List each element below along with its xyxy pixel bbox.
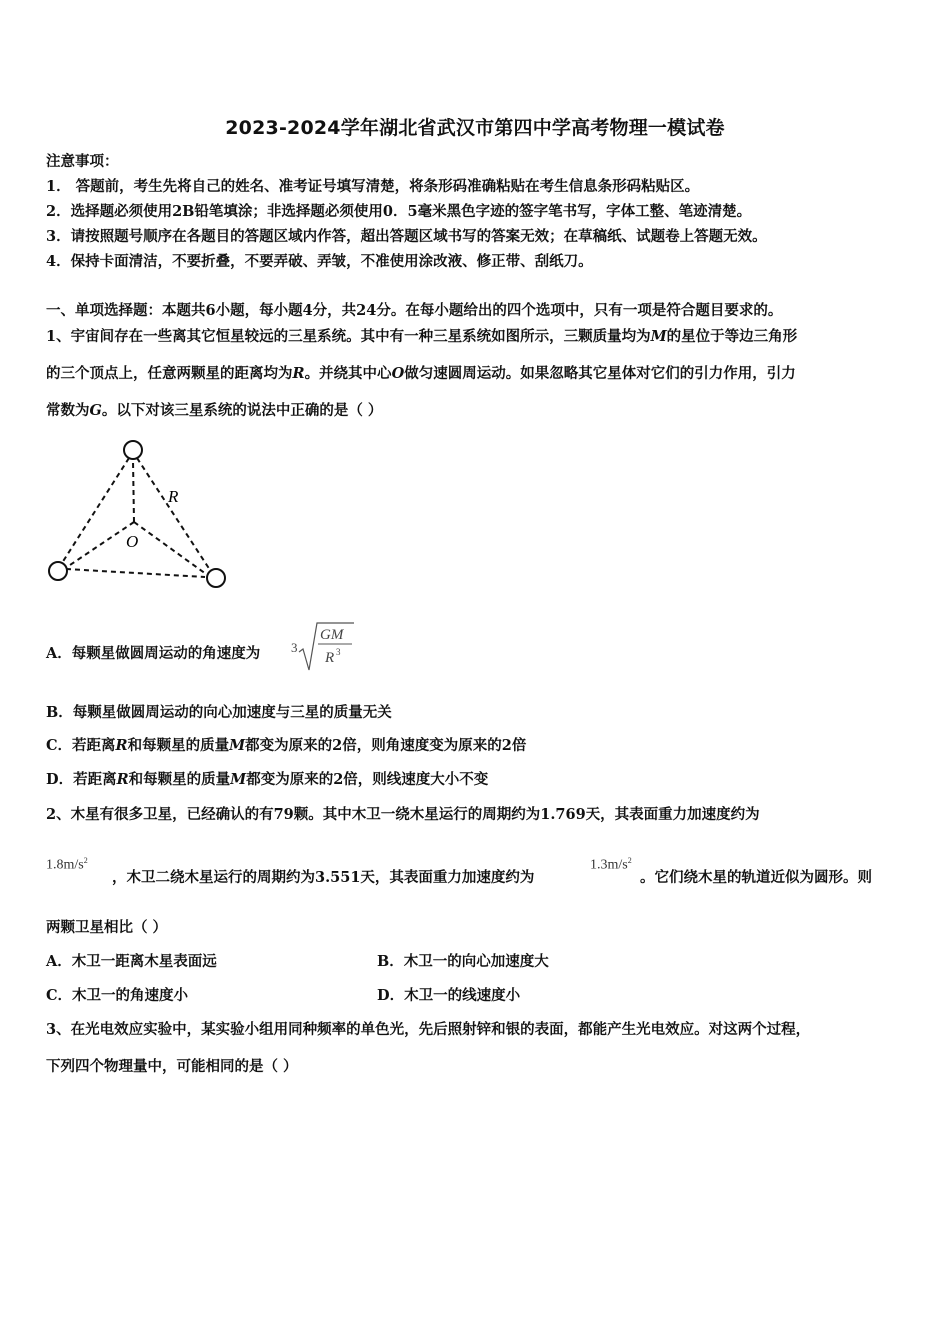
q2-line-2b: 。它们绕木星的轨道近似为圆形。则	[640, 869, 872, 886]
star-left	[49, 562, 67, 580]
var-m: M	[650, 328, 667, 345]
root-index: 3	[291, 640, 298, 655]
three-star-figure	[40, 430, 240, 595]
center-to-top	[133, 460, 134, 522]
q1-option-a: A．每颗星做圆周运动的角速度为	[46, 645, 261, 662]
notice-item-4: 4．保持卡面清洁，不要折叠，不要弄破、弄皱，不准使用涂改液、修正带、刮纸刀。	[46, 253, 593, 270]
q2-option-a: A．木卫一距离木星表面远	[46, 953, 217, 970]
var-o: O	[391, 365, 405, 382]
q2-line-1: 2、木星有很多卫星，已经确认的有79颗。其中木卫一绕木星运行的周期约为1.769天，其表面重力加速度约为	[46, 806, 760, 823]
center-to-left	[67, 522, 134, 567]
fraction-denominator: R	[325, 650, 335, 666]
q2-gravity-1: $1.8m/s^2$	[46, 856, 88, 873]
q1-option-c: C．若距离R和每颗星的质量M都变为原来的2倍，则角速度变为原来的2倍	[46, 737, 527, 754]
q1-line-1: 1、宇宙间存在一些离其它恒星较远的三星系统。其中有一种三星系统如图所示，三颗质量均为M的星位于等边三角形	[46, 328, 798, 345]
notice-item-2: 2．选择题必须使用2B铅笔填涂；非选择题必须使用0．5毫米黑色字迹的签字笔书写，字体工整、笔迹清楚。	[46, 203, 752, 220]
label-o: O	[126, 532, 139, 551]
section-heading: 一、单项选择题：本题共6小题，每小题4分，共24分。在每小题给出的四个选项中，只有一项是符合题目要求的。	[46, 302, 783, 319]
q1-option-b: B．每颗星做圆周运动的向心加速度与三星的质量无关	[46, 704, 392, 721]
q2-option-d: D．木卫一的线速度小	[377, 987, 521, 1004]
star-top	[124, 441, 142, 459]
q2-line-3: 两颗卫星相比（ ）	[46, 919, 168, 936]
var-g: G	[89, 402, 102, 419]
q2-option-c: C．木卫一的角速度小	[46, 987, 189, 1004]
notice-item-3: 3．请按照题号顺序在各题目的答题区域内作答，超出答题区域书写的答案无效；在草稿纸、试题卷上答题无效。	[46, 228, 767, 245]
q2-line-2a: ，木卫二绕木星运行的周期约为3.551天，其表面重力加速度约为	[112, 869, 535, 886]
q2-gravity-2: $1.3m/s^2$	[590, 856, 632, 873]
edge-bottom	[66, 569, 205, 577]
star-right	[207, 569, 225, 587]
q3-line-1: 3、在光电效应实验中，某实验小组用同种频率的单色光，先后照射锌和银的表面，都能产生光电效应。对这两个过程，	[46, 1021, 811, 1038]
denominator-exponent: 3	[336, 647, 341, 657]
exam-title: 2023-2024学年湖北省武汉市第四中学高考物理一模试卷	[225, 117, 725, 139]
notice-item-1: 1． 答题前，考生先将自己的姓名、准考证号填写清楚，将条形码准确粘贴在考生信息条形码粘贴区。	[46, 178, 700, 195]
q2-option-b: B．木卫一的向心加速度大	[377, 953, 549, 970]
q1-line-2: 的三个顶点上，任意两颗星的距离均为R。并绕其中心O做匀速圆周运动。如果忽略其它星体对它们的引力作用，引力	[46, 365, 796, 382]
var-r: R	[292, 365, 305, 382]
notice-heading: 注意事项：	[46, 153, 119, 170]
q1-line-3: 常数为G。以下对该三星系统的说法中正确的是（ ）	[46, 402, 383, 419]
q1-option-d: D．若距离R和每颗星的质量M都变为原来的2倍，则线速度大小不变	[46, 771, 489, 788]
edge-top-right	[137, 458, 210, 570]
cube-root-formula	[290, 620, 360, 674]
label-r: R	[168, 487, 179, 506]
q3-line-2: 下列四个物理量中，可能相同的是（ ）	[46, 1058, 298, 1075]
center-to-right	[134, 522, 206, 574]
fraction-numerator: GM	[320, 627, 344, 643]
